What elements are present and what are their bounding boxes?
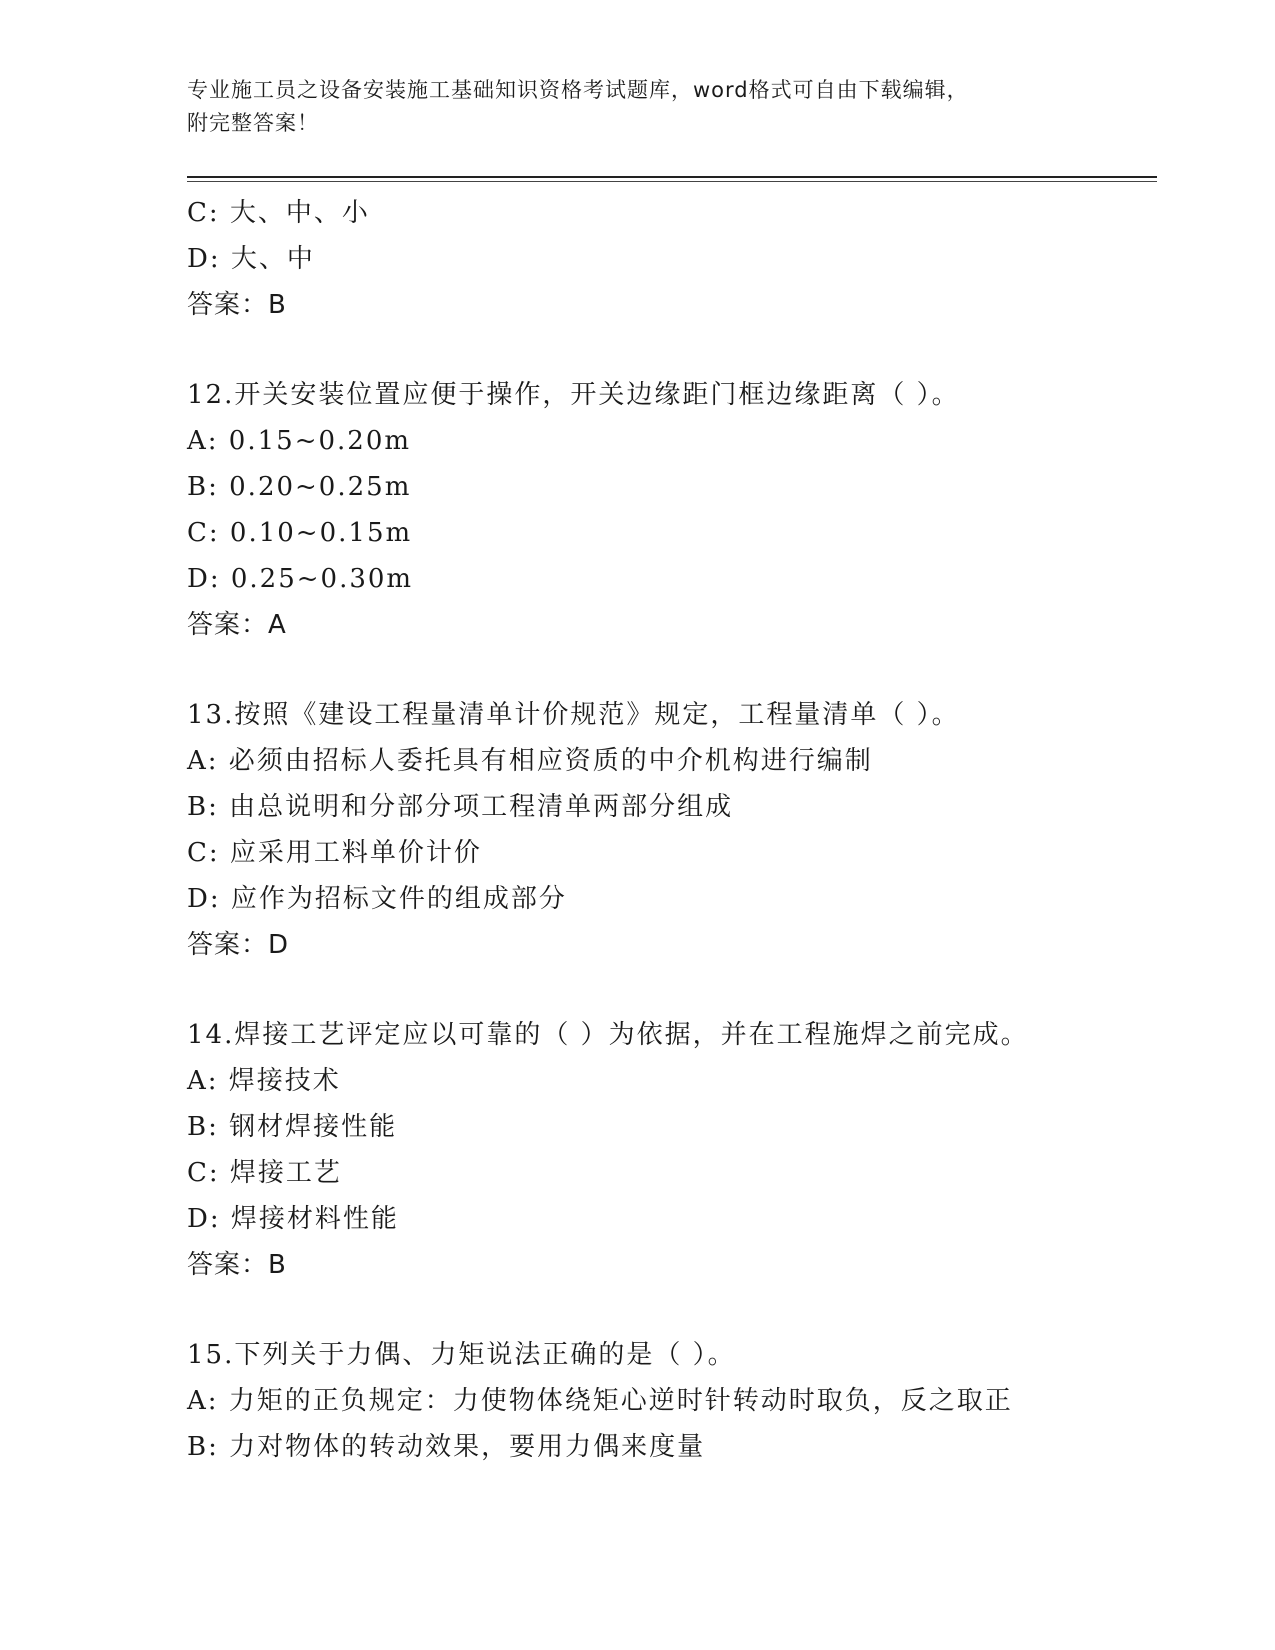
- option-c: C: 0.10~0.15m: [187, 518, 413, 548]
- question-stem: 12.开关安装位置应便于操作，开关边缘距门框边缘距离（ ）。: [187, 380, 960, 410]
- option-b: B: 0.20~0.25m: [187, 472, 412, 502]
- option-a: A: 力矩的正负规定：力使物体绕矩心逆时针转动时取负，反之取正: [187, 1386, 1013, 1416]
- answer-line: 答案：A: [187, 610, 287, 640]
- spacer: [187, 968, 1147, 1012]
- option-c: C: 焊接工艺: [187, 1158, 342, 1188]
- spacer: [187, 1288, 1147, 1332]
- header-divider-thick: [187, 176, 1157, 178]
- spacer: [187, 328, 1147, 372]
- option-b: B: 力对物体的转动效果，要用力偶来度量: [187, 1432, 706, 1462]
- answer-line: 答案：B: [187, 290, 287, 320]
- header-line-1: 专业施工员之设备安装施工基础知识资格考试题库，word格式可自由下载编辑，: [187, 78, 969, 102]
- question-list: [187, 190, 1147, 1470]
- option-d: D: 0.25~0.30m: [187, 564, 414, 594]
- question-stem: 14.焊接工艺评定应以可靠的（ ）为依据，并在工程施焊之前完成。: [187, 1020, 1029, 1050]
- header-line-2: 附完整答案！: [187, 111, 319, 135]
- question-14: [187, 1012, 1147, 1288]
- option-b: B: 钢材焊接性能: [187, 1112, 398, 1142]
- spacer: [187, 648, 1147, 692]
- option-b: B: 由总说明和分部分项工程清单两部分组成: [187, 792, 734, 822]
- option-c: C: 应采用工料单价计价: [187, 838, 482, 868]
- option-d: D: 应作为招标文件的组成部分: [187, 884, 567, 914]
- option-c: C: 大、中、小: [187, 198, 370, 228]
- page-header: [187, 74, 1087, 140]
- header-divider-thin: [187, 181, 1157, 182]
- question-15: [187, 1332, 1147, 1470]
- question-stem: 15.下列关于力偶、力矩说法正确的是（ ）。: [187, 1340, 736, 1370]
- option-d: D: 焊接材料性能: [187, 1204, 399, 1234]
- option-a: A: 必须由招标人委托具有相应资质的中介机构进行编制: [187, 746, 873, 776]
- question-stem: 13.按照《建设工程量清单计价规范》规定，工程量清单（ ）。: [187, 700, 960, 730]
- question-13: [187, 692, 1147, 968]
- option-a: A: 焊接技术: [187, 1066, 341, 1096]
- option-d: D: 大、中: [187, 244, 315, 274]
- option-a: A: 0.15~0.20m: [187, 426, 412, 456]
- answer-line: 答案：D: [187, 930, 290, 960]
- carryover-block: [187, 190, 1147, 328]
- question-12: [187, 372, 1147, 648]
- answer-line: 答案：B: [187, 1250, 287, 1280]
